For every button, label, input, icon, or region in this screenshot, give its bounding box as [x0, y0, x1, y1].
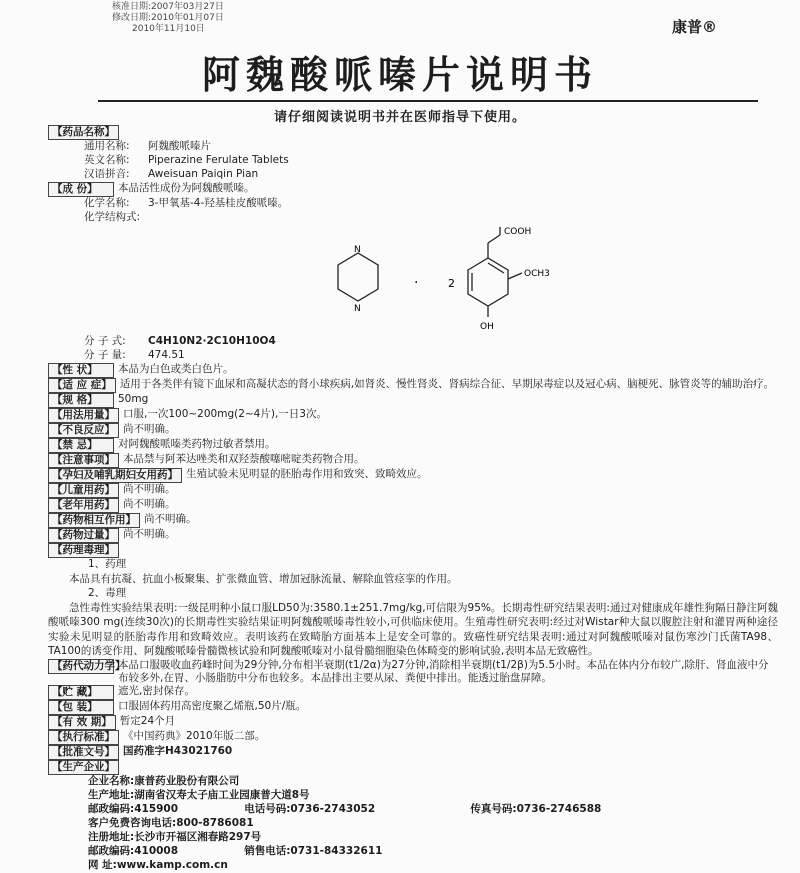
page-subtitle: 请仔细阅读说明书并在医师指导下使用。	[273, 110, 526, 125]
stoichiometric-coefficient: 2	[448, 277, 455, 290]
section-label-drug-name: 【药品名称】	[48, 125, 119, 140]
props-text: 本品为白色或类白色片。	[118, 363, 234, 375]
tel-label: 电话号码:	[244, 802, 291, 815]
weight-label: 分 子 量:	[84, 349, 126, 361]
section-label-contra: 【禁 忌】	[48, 438, 114, 453]
approval-date: 核准日期:2007年03月27日	[112, 2, 224, 12]
address-label: 生产地址:	[88, 788, 135, 801]
indications-text: 适用于各类伴有镜下血尿和高凝状态的肾小球疾病,如肾炎、慢性肾炎、肾病综合征、早期尿毒症以及冠心病、脑梗死、脉管炎等的辅助治疗。	[119, 378, 775, 390]
zip-label: 邮政编码:	[88, 802, 135, 815]
molecular-weight: 474.51	[148, 349, 185, 361]
title-divider	[98, 100, 758, 102]
pharmacology-text: 本品具有抗凝、抗血小板聚集、扩张微血管、增加冠脉流量、解除血管痉挛的作用。	[69, 573, 458, 585]
section-label-caution: 【注意事项】	[48, 453, 119, 468]
english-name-label: 英文名称:	[84, 154, 130, 166]
english-name: Piperazine Ferulate Tablets	[148, 154, 289, 166]
pinyin-name: Aweisuan Paiqin Pian	[148, 168, 259, 180]
tel-number: 0736-2743052	[290, 802, 376, 815]
adverse-text: 尚不明确。	[123, 423, 176, 435]
zip-code-2: 410008	[134, 844, 179, 857]
company-label: 企业名称:	[88, 774, 135, 787]
contra-text: 对阿魏酸哌嗪类药物过敏者禁用。	[118, 438, 276, 450]
fax-label: 传真号码:	[470, 802, 517, 815]
hotline-label: 客户免费咨询电话:	[88, 816, 177, 829]
chem-name: 3-甲氧基-4-羟基桂皮酸哌嗪。	[148, 197, 289, 209]
structure-label: 化学结构式:	[84, 211, 141, 223]
formula-label: 分 子 式:	[84, 335, 126, 347]
overdose-text: 尚不明确。	[123, 528, 176, 540]
section-label-indications: 【适 应 症】	[48, 378, 116, 393]
salt-dot: ·	[414, 275, 419, 291]
zip2-label: 邮政编码:	[88, 844, 135, 857]
section-label-package: 【包 装】	[48, 700, 114, 715]
section-label-interaction: 【药物相互作用】	[48, 513, 140, 528]
section-label-elderly: 【老年用药】	[48, 498, 119, 513]
company-name: 康普药业股份有限公司	[134, 774, 240, 787]
section-label-standard: 【执行标准】	[48, 730, 119, 745]
section-label-validity: 【有 效 期】	[48, 715, 116, 730]
section-label-props: 【性 状】	[48, 363, 114, 378]
section-label-overdose: 【药物过量】	[48, 528, 119, 543]
section-label-spec: 【规 格】	[48, 393, 114, 408]
generic-name: 阿魏酸哌嗪片	[148, 140, 211, 152]
section-label-adverse: 【不良反应】	[48, 423, 119, 438]
toxicology-text: 急性毒性实验结果表明:一级昆明种小鼠口服LD50为:3580.1±251.7mg/kg,可信限为95%。长期毒性研究结果表明:通过对健康成年雄性狗隔日静注阿魏酸哌嗪300 mg(连续30次)的长期毒性实验结果证明阿魏酸哌嗪毒性较小,可供临床使用。生殖毒性研究表明:经过对Wistar种大鼠以腹腔注射和灌胃两种途径实验未见明显的胚胎毒作用和致畸效应。表明该药在致畸胎方面基本上是安全可靠的。致癌性研究结果表明:通过对阿魏酸哌嗪对鼠伤寒沙门氏菌TA98、TA100的诱变作用、阿魏酸哌嗪骨髓微核试验和阿魏酸哌嗪对小鼠骨髓细胞染色体畸变的影响试验,表明本品无致癌性。	[48, 601, 778, 657]
page-title: 阿魏酸哌嗪片说明书	[201, 52, 598, 97]
production-address: 湖南省汉寿太子庙工业园康普大道8号	[134, 788, 310, 801]
pk-text: 本品口服吸收血药峰时间为29分钟,分布相半衰期(t1/2α)为27分钟,消除相半衰期(t1/2β)为5.5小时。本品在体内分布较广,除肝、肾血液中分布较多外,在胃、小肠脂肪中分布也较多。本品排出主要从尿、粪便中排出。能透过胎盘屏障。	[118, 658, 769, 684]
section-label-ingredients: 【成 份】	[48, 182, 114, 197]
children-text: 尚不明确。	[123, 483, 176, 495]
revision-date-1: 修改日期:2010年01月07日	[112, 13, 224, 23]
pregnancy-text: 生殖试验未见明显的胚胎毒作用和致突、致畸效应。	[186, 468, 428, 480]
storage-text: 遮光,密封保存。	[118, 684, 195, 697]
structure-diagram	[318, 225, 578, 335]
methoxy-group: OCH3	[524, 269, 550, 279]
package-text: 口服固体药用高密度聚乙烯瓶,50片/瓶。	[118, 699, 307, 712]
carboxyl-group: COOH	[504, 227, 532, 237]
sales-label: 销售电话:	[244, 844, 291, 857]
interaction-text: 尚不明确。	[144, 513, 197, 525]
generic-name-label: 通用名称:	[84, 140, 130, 152]
section-label-toxicology: 【药理毒理】	[48, 543, 119, 558]
zip-code: 415900	[134, 802, 179, 815]
piperazine-n-top: N	[354, 245, 361, 255]
website-label: 网 址:	[88, 858, 117, 871]
leaflet-body	[48, 124, 778, 873]
hydroxyl-group: OH	[480, 322, 494, 332]
revision-date-2: 2010年11月10日	[132, 24, 205, 34]
fax-number: 0736-2746588	[516, 802, 602, 815]
section-label-dosage: 【用法用量】	[48, 408, 119, 423]
piperazine-ring	[338, 253, 378, 301]
reg-address-label: 注册地址:	[88, 830, 135, 843]
benzene-ring	[468, 258, 508, 306]
elderly-text: 尚不明确。	[123, 498, 176, 510]
approval-number: 国药准字H43021760	[123, 744, 233, 757]
pinyin-name-label: 汉语拼音:	[84, 168, 130, 180]
section-label-pregnancy: 【孕妇及哺乳期妇女用药】	[48, 468, 182, 483]
brand-logo: 康普®	[672, 18, 718, 36]
section-label-children: 【儿童用药】	[48, 483, 119, 498]
section-label-approval: 【批准文号】	[48, 745, 119, 760]
molecular-formula: C4H10N2·2C10H10O4	[148, 335, 276, 347]
section-label-storage: 【贮 藏】	[48, 685, 114, 700]
registered-address: 长沙市开福区湘春路297号	[134, 830, 262, 843]
standard-text: 《中国药典》2010年版二部。	[123, 729, 266, 742]
hotline-number: 800-8786081	[176, 816, 254, 829]
section-label-pk: 【药代动力学】	[48, 659, 114, 674]
caution-text: 本品禁与阿苯达唑类和双羟萘酸噻嘧啶类药物合用。	[123, 453, 365, 465]
website-link[interactable]: www.kamp.com.cn	[116, 858, 228, 871]
chem-name-label: 化学名称:	[84, 197, 130, 209]
piperazine-n-bottom: N	[354, 304, 361, 314]
ingredients-text: 本品活性成份为阿魏酸哌嗪。	[118, 182, 255, 194]
spec-text: 50mg	[118, 393, 149, 405]
validity-text: 暂定24个月	[119, 714, 176, 727]
chemical-structure	[48, 225, 778, 335]
pharmacology-title: 1、药理	[88, 558, 127, 570]
dosage-text: 口服,一次100~200mg(2~4片),一日3次。	[123, 408, 327, 420]
sales-number: 0731-84332611	[290, 844, 383, 857]
toxicology-title: 2、毒理	[88, 586, 127, 599]
section-label-manufacturer: 【生产企业】	[48, 760, 119, 775]
revision-dates	[112, 2, 224, 35]
